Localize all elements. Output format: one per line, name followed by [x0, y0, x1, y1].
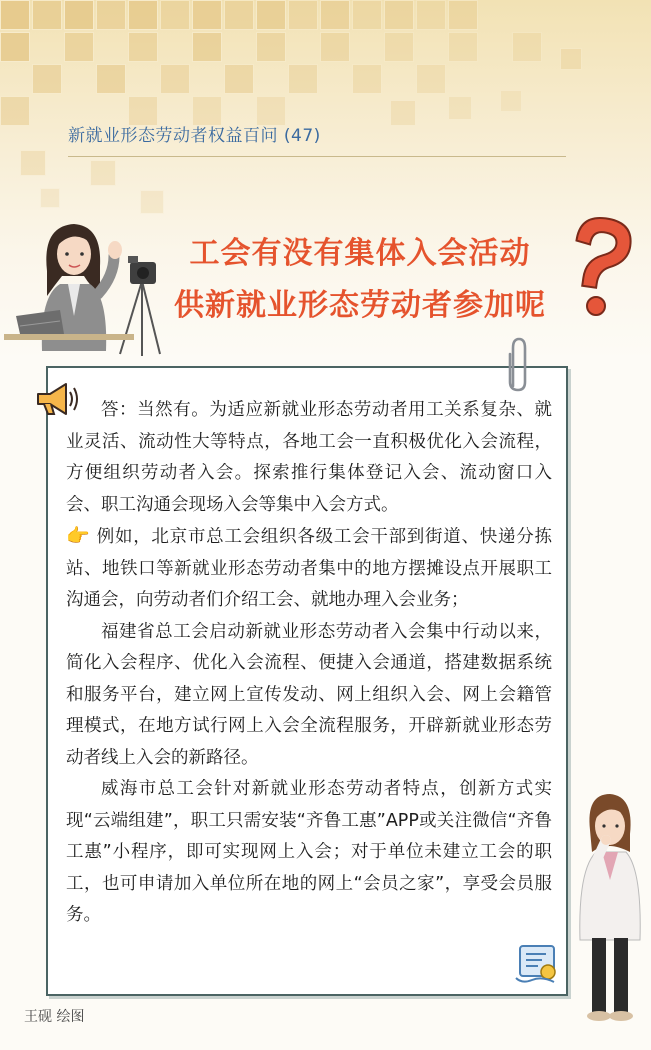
- mosaic-tile: [160, 0, 190, 30]
- thinking-woman-illustration: [570, 790, 650, 1030]
- mosaic-tile: [256, 0, 286, 30]
- mosaic-tile: [90, 160, 116, 186]
- mosaic-tile: [192, 0, 222, 30]
- mosaic-tile: [448, 96, 472, 120]
- mosaic-tile: [128, 32, 158, 62]
- scroll-document-icon: [512, 940, 562, 986]
- mosaic-tile: [320, 0, 350, 30]
- reporter-illustration: [2, 216, 177, 361]
- mosaic-tile: [192, 32, 222, 62]
- answer-body: [66, 395, 552, 932]
- mosaic-tile: [160, 64, 190, 94]
- mosaic-tile: [40, 188, 60, 208]
- question-mark-icon: [556, 210, 642, 320]
- mosaic-tile: [416, 64, 446, 94]
- mosaic-tile: [0, 32, 30, 62]
- mosaic-tile: [0, 96, 30, 126]
- mosaic-tile: [20, 150, 46, 176]
- mosaic-tile: [288, 0, 318, 30]
- illustrator-credit: 王砚 绘图: [24, 1009, 85, 1025]
- answer-paragraph-1: 答：当然有。为适应新就业形态劳动者用工关系复杂、就业灵活、流动性大等特点，各地工会一直积极优化入会流程，方便组织劳动者入会。探索推行集体登记入会、流动窗口入会、职工沟通会现场入会等集中入会方式。: [66, 400, 552, 515]
- mosaic-tile: [140, 190, 164, 214]
- paperclip-icon: [505, 336, 531, 394]
- mosaic-tile: [64, 0, 94, 30]
- headline-line-1: 工会有没有集体入会活动: [189, 236, 531, 271]
- mosaic-tile: [32, 0, 62, 30]
- mosaic-tile: [0, 0, 30, 30]
- mosaic-tile: [224, 0, 254, 30]
- mosaic-tile: [96, 64, 126, 94]
- mosaic-tile: [288, 64, 318, 94]
- mosaic-tile: [320, 32, 350, 62]
- answer-paragraph-2: [66, 521, 552, 617]
- mosaic-tile: [384, 0, 414, 30]
- mosaic-tile: [64, 32, 94, 62]
- mosaic-tile: [352, 0, 382, 30]
- mosaic-tile: [560, 48, 582, 70]
- pointing-hand-icon: 👉: [66, 525, 91, 547]
- mosaic-tile: [352, 64, 382, 94]
- answer-paragraph-4: 威海市总工会针对新就业形态劳动者特点，创新方式实现“云端组建”，职工只需安装“齐鲁工惠”APP或关注微信“齐鲁工惠”小程序，即可实现网上入会；对于单位未建立工会的职工，也可申请加入单位所在地的网上“会员之家”，享受会员服务。: [66, 779, 552, 925]
- mosaic-tile: [390, 100, 416, 126]
- mosaic-tile: [96, 0, 126, 30]
- mosaic-tile: [128, 0, 158, 30]
- answer-paragraph-3: 福建省总工会启动新就业形态劳动者入会集中行动以来，简化入会程序、优化入会流程、便捷入会通道，搭建数据系统和服务平台，建立网上宣传发动、网上组织入会、网上会籍管理模式，在地方试行网上入会全流程服务，开辟新就业形态劳动者线上入会的新路径。: [66, 621, 552, 768]
- answer-paragraph-2-text: 例如，北京市总工会组织各级工会干部到街道、快递分拣站、地铁口等新就业形态劳动者集中的地方摆摊设点开展职工沟通会，向劳动者们介绍工会、就地办理入会业务；: [66, 527, 552, 610]
- mosaic-tile: [256, 32, 286, 62]
- mosaic-tile: [224, 64, 254, 94]
- mosaic-tile: [32, 64, 62, 94]
- mosaic-tile: [448, 32, 478, 62]
- series-title: 新就业形态劳动者权益百问 (47): [68, 126, 321, 146]
- mosaic-tile: [512, 32, 542, 62]
- mosaic-tile: [384, 32, 414, 62]
- mosaic-tile: [448, 0, 478, 30]
- headline-line-2: 供新就业形态劳动者参加呢: [174, 288, 546, 323]
- header-divider: [68, 156, 566, 157]
- mosaic-tile: [500, 90, 522, 112]
- mosaic-tile: [416, 0, 446, 30]
